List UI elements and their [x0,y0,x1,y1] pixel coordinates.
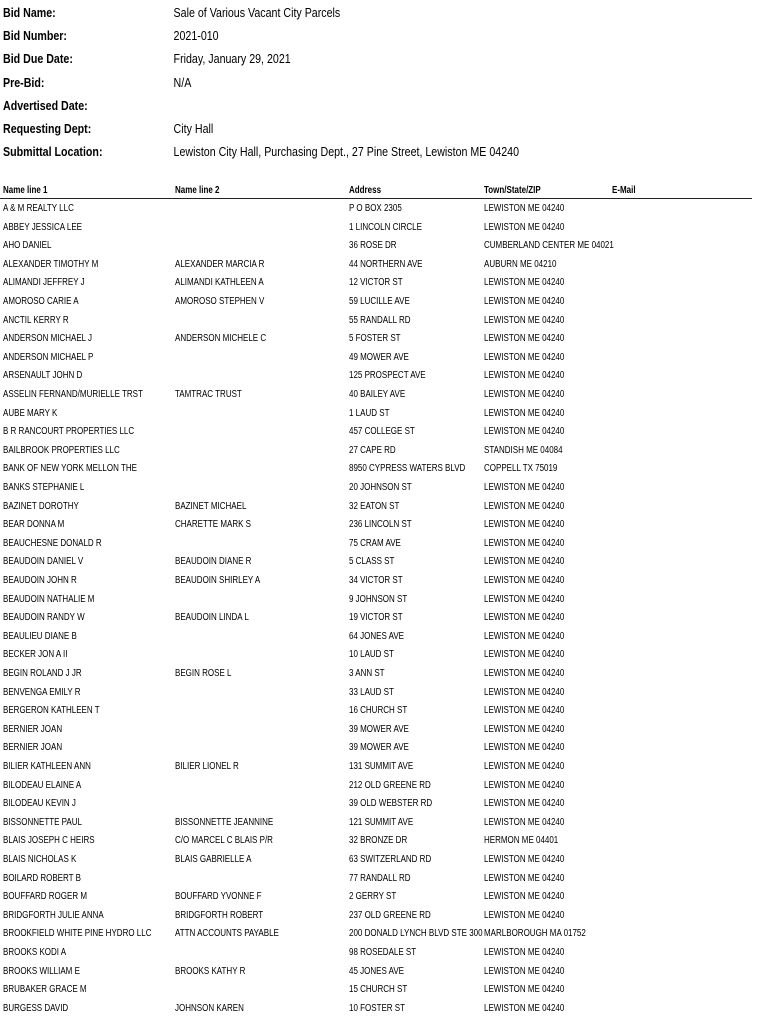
table-row [0,479,760,497]
name-line-1-cell: BLAIS NICHOLAS K [3,854,77,865]
name-line-1-cell: BISSONNETTE PAUL [3,816,82,828]
header-label: Advertised Date: [3,98,88,113]
table-row [0,460,760,478]
table-row [0,758,760,776]
table-row [0,330,760,348]
address-cell: 237 OLD GREENE RD [349,909,431,921]
town-state-zip-cell: LEWISTON ME 04240 [484,798,565,810]
table-row [0,553,760,571]
town-state-zip-cell: LEWISTON ME 04240 [484,779,565,791]
address-cell: 12 VICTOR ST [349,277,403,289]
table-row [0,721,760,739]
address-cell: 5 FOSTER ST [349,333,401,345]
address-cell: 40 BAILEY AVE [349,389,406,400]
table-row [0,405,760,423]
table-row [0,665,760,683]
name-line-2-cell: CHARETTE MARK S [175,519,252,531]
table-row [0,1000,760,1018]
table-row [0,591,760,609]
table-row [0,274,760,292]
name-line-1-cell: BEAULIEU DIANE B [3,630,77,642]
address-cell: 32 EATON ST [349,500,400,512]
town-state-zip-cell: MARLBOROUGH MA 01752 [484,928,586,940]
name-line-2-cell: C/O MARCEL C BLAIS P/R [175,835,273,847]
name-line-1-cell: BILODEAU KEVIN J [3,798,76,810]
town-state-zip-cell: LEWISTON ME 04240 [484,500,565,512]
header-label: Bid Number: [3,28,67,43]
address-cell: 98 ROSEDALE ST [349,947,417,958]
address-cell: 1 LAUD ST [349,407,390,419]
header-label: Pre-Bid: [3,75,45,90]
town-state-zip-cell: LEWISTON ME 04240 [484,426,565,438]
address-cell: 33 LAUD ST [349,686,394,698]
table-row [0,609,760,627]
name-line-2-cell: BILIER LIONEL R [175,761,239,772]
town-state-zip-cell: LEWISTON ME 04240 [484,277,565,289]
name-line-1-cell: BURGESS DAVID [3,1002,69,1014]
address-cell: 121 SUMMIT AVE [349,816,414,828]
table-row [0,386,760,404]
address-cell: 63 SWITZERLAND RD [349,854,432,865]
address-cell: 75 CRAM AVE [349,537,401,549]
address-cell: 8950 CYPRESS WATERS BLVD [349,463,466,475]
address-cell: 39 MOWER AVE [349,723,409,735]
town-state-zip-cell: LEWISTON ME 04240 [484,519,565,531]
name-line-1-cell: BEAUDOIN NATHALIE M [3,593,95,605]
address-cell: 64 JONES AVE [349,630,404,642]
header-value: City Hall [173,121,214,136]
header-value: 2021-010 [173,28,219,43]
town-state-zip-cell: LEWISTON ME 04240 [484,742,565,754]
town-state-zip-cell: LEWISTON ME 04240 [484,649,565,661]
town-state-zip-cell: LEWISTON ME 04240 [484,203,565,214]
name-line-1-cell: BENVENGA EMILY R [3,686,81,698]
town-state-zip-cell: LEWISTON ME 04240 [484,686,565,698]
address-cell: 59 LUCILLE AVE [349,296,410,307]
name-line-2-cell: JOHNSON KAREN [175,1002,244,1014]
table-row [0,684,760,702]
name-line-2-cell: BEAUDOIN SHIRLEY A [175,575,261,586]
name-line-2-cell: ALEXANDER MARCIA R [175,258,265,270]
header-label: Submittal Location: [3,144,103,159]
table-row [0,870,760,888]
town-state-zip-cell: LEWISTON ME 04240 [484,333,565,345]
table-row [0,367,760,385]
address-cell: 44 NORTHERN AVE [349,258,423,270]
address-cell: 19 VICTOR ST [349,612,403,624]
town-state-zip-cell: LEWISTON ME 04240 [484,537,565,549]
table-row [0,888,760,906]
table-row [0,981,760,999]
name-line-1-cell: BEAR DONNA M [3,519,65,531]
name-line-1-cell: BEAUDOIN JOHN R [3,575,77,586]
name-line-1-cell: BROOKFIELD WHITE PINE HYDRO LLC [3,928,152,940]
address-cell: 49 MOWER AVE [349,351,409,363]
address-cell: 20 JOHNSON ST [349,482,412,493]
address-cell: 10 FOSTER ST [349,1002,406,1014]
name-line-1-cell: BECKER JON A II [3,649,68,661]
name-line-1-cell: BEAUDOIN RANDY W [3,612,85,624]
header-value: N/A [173,75,192,90]
name-line-2-cell: BOUFFARD YVONNE F [175,891,262,903]
address-cell: 125 PROSPECT AVE [349,370,426,382]
name-line-1-cell: ARSENAULT JOHN D [3,370,83,382]
table-row [0,219,760,237]
name-line-1-cell: BERNIER JOAN [3,723,63,735]
address-cell: 39 MOWER AVE [349,742,409,754]
name-line-1-cell: A & M REALTY LLC [3,203,74,214]
address-cell: 10 LAUD ST [349,649,394,661]
address-cell: 45 JONES AVE [349,965,404,977]
table-row [0,572,760,590]
name-line-2-cell: BEAUDOIN DIANE R [175,556,252,568]
address-cell: 27 CAPE RD [349,444,396,456]
name-line-1-cell: BANK OF NEW YORK MELLON THE [3,463,137,475]
address-cell: 77 RANDALL RD [349,872,411,884]
name-line-1-cell: ALEXANDER TIMOTHY M [3,258,99,270]
town-state-zip-cell: LEWISTON ME 04240 [484,872,565,884]
address-cell: 457 COLLEGE ST [349,426,415,438]
name-line-1-cell: BANKS STEPHANIE L [3,482,85,493]
address-cell: 5 CLASS ST [349,556,395,568]
town-state-zip-cell: AUBURN ME 04210 [484,258,557,270]
table-row [0,646,760,664]
table-row [0,293,760,311]
name-line-2-cell: BAZINET MICHAEL [175,500,247,512]
name-line-1-cell: ASSELIN FERNAND/MURIELLE TRST [3,389,143,400]
town-state-zip-cell: LEWISTON ME 04240 [484,370,565,382]
town-state-zip-cell: LEWISTON ME 04240 [484,221,565,233]
name-line-1-cell: AMOROSO CARIE A [3,296,79,307]
table-row [0,832,760,850]
town-state-zip-cell: LEWISTON ME 04240 [484,965,565,977]
column-header-name-line-1: Name line 1 [3,185,48,196]
address-cell: P O BOX 2305 [349,203,402,214]
header-divider [0,198,752,199]
address-cell: 16 CHURCH ST [349,705,408,717]
town-state-zip-cell: LEWISTON ME 04240 [484,854,565,865]
table-row [0,442,760,460]
address-cell: 55 RANDALL RD [349,314,411,326]
table-row [0,256,760,274]
town-state-zip-cell: LEWISTON ME 04240 [484,612,565,624]
table-row [0,739,760,757]
name-line-1-cell: BOUFFARD ROGER M [3,891,88,903]
name-line-1-cell: ANCTIL KERRY R [3,314,69,326]
header-label: Requesting Dept: [3,121,92,136]
name-line-2-cell: BROOKS KATHY R [175,965,246,977]
name-line-2-cell: BISSONNETTE JEANNINE [175,816,274,828]
header-value: Friday, January 29, 2021 [173,51,291,66]
address-cell: 3 ANN ST [349,668,385,679]
town-state-zip-cell: LEWISTON ME 04240 [484,556,565,568]
name-line-2-cell: ANDERSON MICHELE C [175,333,267,345]
name-line-1-cell: ALIMANDI JEFFREY J [3,277,85,289]
town-state-zip-cell: LEWISTON ME 04240 [484,909,565,921]
table-row [0,628,760,646]
town-state-zip-cell: HERMON ME 04401 [484,835,559,847]
name-line-1-cell: BROOKS KODI A [3,947,67,958]
name-line-2-cell: BLAIS GABRIELLE A [175,854,252,865]
column-header-address: Address [349,185,382,196]
name-line-1-cell: BROOKS WILLIAM E [3,965,80,977]
town-state-zip-cell: LEWISTON ME 04240 [484,723,565,735]
name-line-2-cell: ATTN ACCOUNTS PAYABLE [175,928,279,940]
name-line-2-cell: BRIDGFORTH ROBERT [175,909,264,921]
table-row [0,944,760,962]
town-state-zip-cell: LEWISTON ME 04240 [484,407,565,419]
name-line-1-cell: ABBEY JESSICA LEE [3,221,83,233]
address-cell: 212 OLD GREENE RD [349,779,431,791]
name-line-1-cell: AHO DANIEL [3,240,52,252]
name-line-2-cell: TAMTRAC TRUST [175,389,242,400]
name-line-2-cell: BEAUDOIN LINDA L [175,612,249,624]
name-line-1-cell: BEGIN ROLAND J JR [3,668,82,679]
address-cell: 32 BRONZE DR [349,835,408,847]
town-state-zip-cell: LEWISTON ME 04240 [484,705,565,717]
address-cell: 36 ROSE DR [349,240,397,252]
table-row [0,963,760,981]
name-line-1-cell: ANDERSON MICHAEL P [3,351,94,363]
header-label: Bid Name: [3,5,56,20]
town-state-zip-cell: LEWISTON ME 04240 [484,296,565,307]
table-row [0,498,760,516]
table-row [0,312,760,330]
table-row [0,516,760,534]
name-line-1-cell: AUBE MARY K [3,407,58,419]
name-line-1-cell: BAZINET DOROTHY [3,500,79,512]
address-cell: 9 JOHNSON ST [349,593,408,605]
table-row [0,795,760,813]
town-state-zip-cell: LEWISTON ME 04240 [484,314,565,326]
address-cell: 39 OLD WEBSTER RD [349,798,433,810]
column-header-email: E-Mail [612,185,636,196]
town-state-zip-cell: LEWISTON ME 04240 [484,630,565,642]
town-state-zip-cell: LEWISTON ME 04240 [484,575,565,586]
table-row [0,814,760,832]
address-cell: 131 SUMMIT AVE [349,761,414,772]
table-row [0,535,760,553]
town-state-zip-cell: LEWISTON ME 04240 [484,816,565,828]
table-row [0,925,760,943]
name-line-1-cell: BILODEAU ELAINE A [3,779,82,791]
table-row [0,777,760,795]
table-row [0,200,760,218]
name-line-1-cell: BLAIS JOSEPH C HEIRS [3,835,95,847]
name-line-1-cell: BEAUCHESNE DONALD R [3,537,102,549]
town-state-zip-cell: LEWISTON ME 04240 [484,1002,565,1014]
header-value: Sale of Various Vacant City Parcels [173,5,341,20]
town-state-zip-cell: LEWISTON ME 04240 [484,891,565,903]
name-line-2-cell: ALIMANDI KATHLEEN A [175,277,264,289]
address-cell: 15 CHURCH ST [349,984,408,996]
table-row [0,237,760,255]
town-state-zip-cell: LEWISTON ME 04240 [484,947,565,958]
name-line-1-cell: B R RANCOURT PROPERTIES LLC [3,426,135,438]
town-state-zip-cell: LEWISTON ME 04240 [484,668,565,679]
column-header-name-line-2: Name line 2 [175,185,220,196]
town-state-zip-cell: LEWISTON ME 04240 [484,984,565,996]
name-line-1-cell: BERGERON KATHLEEN T [3,705,100,717]
table-row [0,907,760,925]
town-state-zip-cell: LEWISTON ME 04240 [484,351,565,363]
name-line-1-cell: BILIER KATHLEEN ANN [3,761,91,772]
address-cell: 2 GERRY ST [349,891,397,903]
table-row [0,349,760,367]
table-row [0,423,760,441]
name-line-2-cell: BEGIN ROSE L [175,668,232,679]
town-state-zip-cell: CUMBERLAND CENTER ME 04021 [484,240,614,252]
name-line-1-cell: BOILARD ROBERT B [3,872,81,884]
address-cell: 34 VICTOR ST [349,575,403,586]
header-value: Lewiston City Hall, Purchasing Dept., 27 Pine Street, Lewiston ME 04240 [173,144,520,159]
table-row [0,702,760,720]
name-line-1-cell: BEAUDOIN DANIEL V [3,556,84,568]
town-state-zip-cell: COPPELL TX 75019 [484,463,558,475]
name-line-2-cell: AMOROSO STEPHEN V [175,296,265,307]
town-state-zip-cell: LEWISTON ME 04240 [484,761,565,772]
name-line-1-cell: BAILBROOK PROPERTIES LLC [3,444,120,456]
column-header-town-state-zip: Town/State/ZIP [484,185,541,196]
address-cell: 200 DONALD LYNCH BLVD STE 300 [349,928,483,940]
address-cell: 1 LINCOLN CIRCLE [349,221,422,233]
name-line-1-cell: BERNIER JOAN [3,742,63,754]
header-label: Bid Due Date: [3,51,73,66]
town-state-zip-cell: LEWISTON ME 04240 [484,389,565,400]
name-line-1-cell: ANDERSON MICHAEL J [3,333,93,345]
address-cell: 236 LINCOLN ST [349,519,412,531]
table-row [0,851,760,869]
town-state-zip-cell: LEWISTON ME 04240 [484,482,565,493]
name-line-1-cell: BRIDGFORTH JULIE ANNA [3,909,104,921]
town-state-zip-cell: LEWISTON ME 04240 [484,593,565,605]
name-line-1-cell: BRUBAKER GRACE M [3,984,87,996]
town-state-zip-cell: STANDISH ME 04084 [484,444,563,456]
